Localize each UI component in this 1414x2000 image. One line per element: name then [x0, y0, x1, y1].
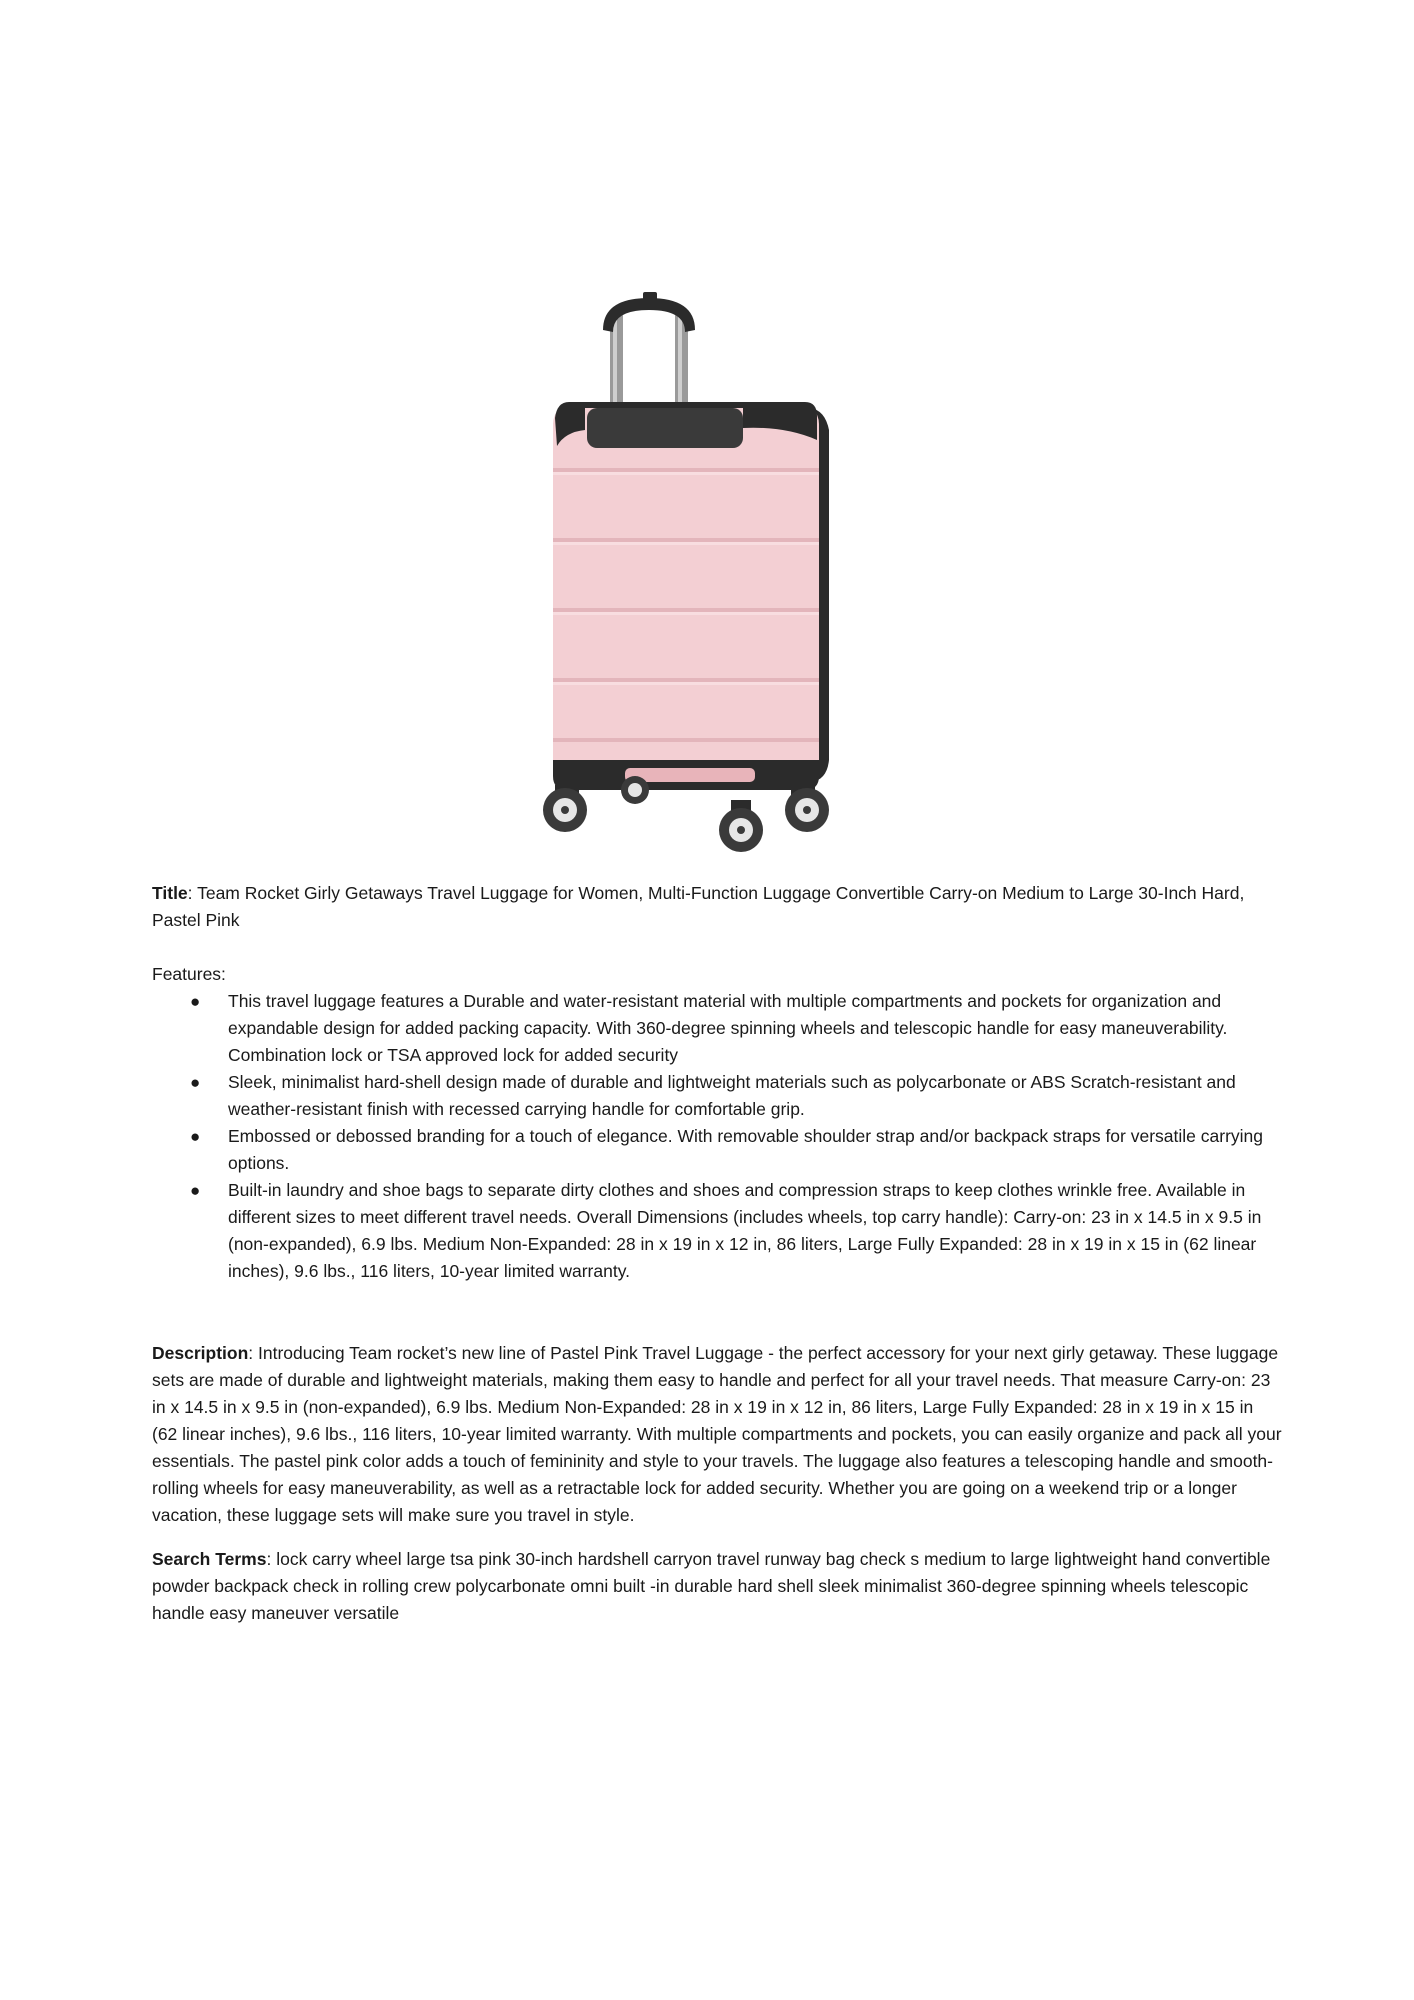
description-label: Description	[152, 1343, 249, 1363]
list-item: ● Embossed or debossed branding for a touch of elegance. With removable shoulder strap and/or backpack straps for versatile carrying options.	[152, 1123, 1282, 1177]
title-paragraph	[152, 880, 1282, 934]
bullet-icon: ●	[190, 992, 201, 1011]
hard-shell	[553, 402, 819, 786]
product-listing	[152, 880, 1282, 1627]
features-list	[152, 988, 1282, 1285]
suitcase-illustration	[525, 290, 885, 860]
bullet-icon: ●	[190, 1127, 201, 1146]
handle-recess	[587, 408, 743, 448]
search-terms-paragraph	[152, 1546, 1282, 1627]
bullet-icon: ●	[190, 1181, 201, 1200]
list-item: ● Built-in laundry and shoe bags to separate dirty clothes and shoes and compression straps to keep clothes wrinkle free. Available in different sizes to meet different travel needs. Overall Dimensions (includes wheels, top carry handle): Carry-on: 23 in x 14.5 in x 9.5 in (non-expanded), 6.9 lbs. Medium Non-Expanded: 28 in x 19 in x 12 in, 86 liters, Large Fully Expanded: 28 in x 19 in x 15 in (62 linear inches), 9.6 lbs., 116 liters, 10-year limited warranty.	[152, 1177, 1282, 1285]
description-text: : Introducing Team rocket’s new line of Pastel Pink Travel Luggage - the perfect accessory for your next girly getaway. These luggage sets are made of durable and lightweight materials, making them easy to handle and perfect for all your travel needs. That measure Carry-on: 23 in x 14.5 in x 9.5 in (non-expanded), 6.9 lbs. Medium Non-Expanded: 28 in x 19 in x 12 in, 86 liters, Large Fully Expanded: 28 in x 19 in x 15 in (62 linear inches), 9.6 lbs., 116 liters, 10-year limited warranty. With multiple compartments and pockets, you can easily organize and pack all your essentials. The pastel pink color adds a touch of femininity and style to your travels. The luggage also features a telescoping handle and smooth-rolling wheels for easy maneuverability, as well as a retractable lock for added security. Whether you are going on a weekend trip or a longer vacation, these luggage sets will make sure you travel in style.	[152, 1343, 1282, 1525]
bullet-icon: ●	[190, 1073, 201, 1092]
product-image	[525, 290, 885, 860]
search-terms-label: Search Terms	[152, 1549, 267, 1569]
description-paragraph	[152, 1340, 1282, 1529]
title-text: : Team Rocket Girly Getaways Travel Luggage for Women, Multi-Function Luggage Convertible Carry-on Medium to Large 30-Inch Hard, Pastel Pink	[152, 883, 1245, 930]
features-label: Features:	[152, 964, 226, 984]
list-item: ● This travel luggage features a Durable and water-resistant material with multiple compartments and pockets for organization and expandable design for added packing capacity. With 360-degree spinning wheels and telescopic handle for easy maneuverability. Combination lock or TSA approved lock for added security	[152, 988, 1282, 1069]
search-terms-text: : lock carry wheel large tsa pink 30-inch hardshell carryon travel runway bag check s medium to large lightweight hand convertible powder backpack check in rolling crew polycarbonate omni built -in durable hard shell sleek minimalist 360-degree spinning wheels telescopic handle easy maneuver versatile	[152, 1549, 1271, 1623]
list-item: ● Sleek, minimalist hard-shell design made of durable and lightweight materials such as polycarbonate or ABS Scratch-resistant and weather-resistant finish with recessed carrying handle for comfortable grip.	[152, 1069, 1282, 1123]
title-label: Title	[152, 883, 188, 903]
